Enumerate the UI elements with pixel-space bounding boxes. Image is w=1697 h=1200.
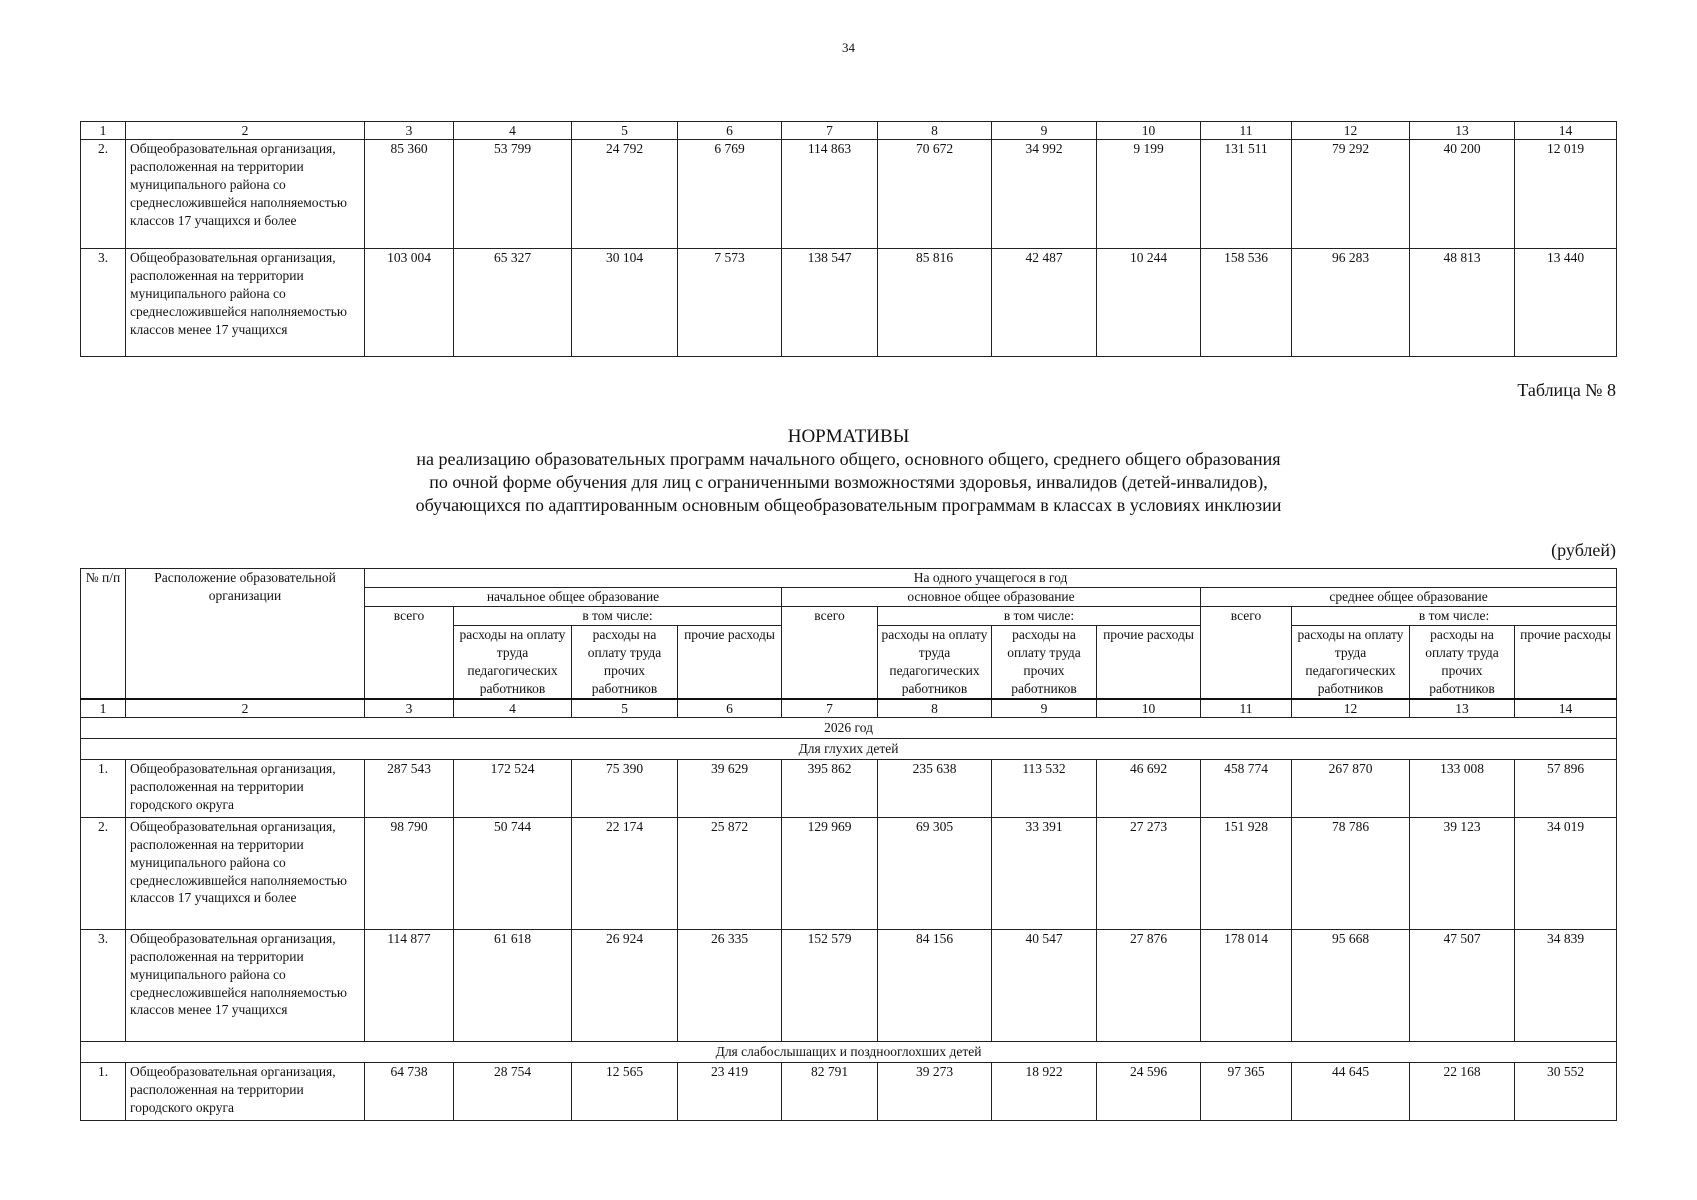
header-including: в том числе: (878, 606, 1201, 625)
value-cell: 53 799 (454, 140, 572, 249)
value-cell: 98 790 (365, 817, 454, 929)
value-cell: 95 668 (1292, 929, 1410, 1041)
header-per-student: На одного учащегося в год (365, 569, 1617, 588)
document-heading (0, 425, 1697, 517)
heading-line: на реализацию образовательных программ начального общего, основного общего, среднего общего образования (416, 449, 1281, 469)
row-number: 1. (81, 1062, 126, 1120)
header-including: в том числе: (1292, 606, 1617, 625)
header-ped-wages: расходы на оплату труда педагогических работников (878, 625, 992, 698)
year-label: 2026 год (81, 717, 1617, 738)
column-number: 5 (572, 122, 678, 140)
value-cell: 12 019 (1515, 140, 1617, 249)
header-other-wages: расходы на оплату труда прочих работников (572, 625, 678, 698)
value-cell: 7 573 (678, 249, 782, 357)
column-number: 7 (782, 699, 878, 718)
header-row (81, 569, 1617, 588)
value-cell: 79 292 (1292, 140, 1410, 249)
column-number: 2 (126, 699, 365, 718)
value-cell: 75 390 (572, 759, 678, 817)
value-cell: 84 156 (878, 929, 992, 1041)
header-basic: основное общее образование (782, 587, 1201, 606)
heading-line: по очной форме обучения для лиц с ограниченными возможностями здоровья, инвалидов (детей-инвалидов), (429, 472, 1268, 492)
location-cell: Общеобразовательная организация, расположенная на территории муниципального района со среднесложившейся наполняемостью классов 17 учащихся и более (126, 817, 365, 929)
value-cell: 22 168 (1410, 1062, 1515, 1120)
column-number: 2 (126, 122, 365, 140)
column-number: 7 (782, 122, 878, 140)
value-cell: 50 744 (454, 817, 572, 929)
value-cell: 178 014 (1201, 929, 1292, 1041)
column-number: 14 (1515, 699, 1617, 718)
value-cell: 44 645 (1292, 1062, 1410, 1120)
header-total: всего (782, 606, 878, 698)
column-number: 14 (1515, 122, 1617, 140)
value-cell: 25 872 (678, 817, 782, 929)
value-cell: 152 579 (782, 929, 878, 1041)
value-cell: 158 536 (1201, 249, 1292, 357)
column-number: 12 (1292, 122, 1410, 140)
column-number: 3 (365, 699, 454, 718)
value-cell: 172 524 (454, 759, 572, 817)
value-cell: 96 283 (1292, 249, 1410, 357)
value-cell: 47 507 (1410, 929, 1515, 1041)
row-number: 2. (81, 817, 126, 929)
value-cell: 13 440 (1515, 249, 1617, 357)
section-row (81, 738, 1617, 759)
value-cell: 9 199 (1097, 140, 1201, 249)
value-cell: 30 552 (1515, 1062, 1617, 1120)
table-row (81, 929, 1617, 1041)
value-cell: 85 816 (878, 249, 992, 357)
section-title: Для слабослышащих и позднооглохших детей (81, 1041, 1617, 1062)
value-cell: 39 123 (1410, 817, 1515, 929)
value-cell: 24 792 (572, 140, 678, 249)
table-row (81, 1062, 1617, 1120)
value-cell: 57 896 (1515, 759, 1617, 817)
header-ped-wages: расходы на оплату труда педагогических работников (1292, 625, 1410, 698)
value-cell: 395 862 (782, 759, 878, 817)
location-cell: Общеобразовательная организация, расположенная на территории городского округа (126, 1062, 365, 1120)
column-number: 1 (81, 122, 126, 140)
value-cell: 267 870 (1292, 759, 1410, 817)
continuation-table (80, 121, 1617, 357)
section-title: Для глухих детей (81, 738, 1617, 759)
value-cell: 22 174 (572, 817, 678, 929)
value-cell: 114 877 (365, 929, 454, 1041)
value-cell: 69 305 (878, 817, 992, 929)
column-number: 13 (1410, 122, 1515, 140)
header-secondary: среднее общее образование (1201, 587, 1617, 606)
value-cell: 34 019 (1515, 817, 1617, 929)
table-row (81, 759, 1617, 817)
column-number: 1 (81, 699, 126, 718)
value-cell: 65 327 (454, 249, 572, 357)
location-cell: Общеобразовательная организация, расположенная на территории муниципального района со среднесложившейся наполняемостью классов менее 17 учащихся (126, 249, 365, 357)
value-cell: 103 004 (365, 249, 454, 357)
value-cell: 33 391 (992, 817, 1097, 929)
value-cell: 39 273 (878, 1062, 992, 1120)
row-number: 2. (81, 140, 126, 249)
value-cell: 133 008 (1410, 759, 1515, 817)
header-primary: начальное общее образование (365, 587, 782, 606)
column-number: 9 (992, 699, 1097, 718)
value-cell: 34 992 (992, 140, 1097, 249)
header-ped-wages: расходы на оплату труда педагогических работников (454, 625, 572, 698)
page-number: 34 (842, 40, 855, 55)
value-cell: 26 924 (572, 929, 678, 1041)
value-cell: 34 839 (1515, 929, 1617, 1041)
header-including: в том числе: (454, 606, 782, 625)
value-cell: 287 543 (365, 759, 454, 817)
units-label: (рублей) (1551, 540, 1616, 560)
column-number: 11 (1201, 122, 1292, 140)
value-cell: 6 769 (678, 140, 782, 249)
value-cell: 97 365 (1201, 1062, 1292, 1120)
value-cell: 78 786 (1292, 817, 1410, 929)
value-cell: 48 813 (1410, 249, 1515, 357)
location-cell: Общеобразовательная организация, расположенная на территории муниципального района со среднесложившейся наполняемостью классов 17 учащихся и более (126, 140, 365, 249)
value-cell: 131 511 (1201, 140, 1292, 249)
column-number: 6 (678, 122, 782, 140)
value-cell: 61 618 (454, 929, 572, 1041)
heading-title: НОРМАТИВЫ (787, 426, 910, 447)
column-number: 5 (572, 699, 678, 718)
value-cell: 27 876 (1097, 929, 1201, 1041)
header-other-wages: расходы на оплату труда прочих работников (1410, 625, 1515, 698)
value-cell: 24 596 (1097, 1062, 1201, 1120)
header-total: всего (1201, 606, 1292, 698)
column-number: 11 (1201, 699, 1292, 718)
column-number: 13 (1410, 699, 1515, 718)
column-number: 9 (992, 122, 1097, 140)
value-cell: 40 547 (992, 929, 1097, 1041)
header-other-expenses: прочие расходы (1515, 625, 1617, 698)
value-cell: 23 419 (678, 1062, 782, 1120)
value-cell: 70 672 (878, 140, 992, 249)
column-number: 4 (454, 699, 572, 718)
year-row (81, 717, 1617, 738)
section-row (81, 1041, 1617, 1062)
row-number: 3. (81, 929, 126, 1041)
norms-table (80, 568, 1617, 1121)
value-cell: 138 547 (782, 249, 878, 357)
column-number: 12 (1292, 699, 1410, 718)
header-other-expenses: прочие расходы (678, 625, 782, 698)
table-label: Таблица № 8 (1517, 380, 1616, 400)
column-number: 10 (1097, 699, 1201, 718)
header-other-wages: расходы на оплату труда прочих работников (992, 625, 1097, 698)
value-cell: 82 791 (782, 1062, 878, 1120)
column-number: 3 (365, 122, 454, 140)
value-cell: 64 738 (365, 1062, 454, 1120)
column-number: 8 (878, 122, 992, 140)
value-cell: 30 104 (572, 249, 678, 357)
column-number-row (81, 699, 1617, 718)
value-cell: 12 565 (572, 1062, 678, 1120)
column-number: 4 (454, 122, 572, 140)
column-number: 6 (678, 699, 782, 718)
header-location: Расположение образовательной организации (126, 569, 365, 699)
value-cell: 85 360 (365, 140, 454, 249)
location-cell: Общеобразовательная организация, расположенная на территории городского округа (126, 759, 365, 817)
value-cell: 114 863 (782, 140, 878, 249)
header-other-expenses: прочие расходы (1097, 625, 1201, 698)
location-cell: Общеобразовательная организация, расположенная на территории муниципального района со среднесложившейся наполняемостью классов менее 17 учащихся (126, 929, 365, 1041)
value-cell: 39 629 (678, 759, 782, 817)
value-cell: 235 638 (878, 759, 992, 817)
value-cell: 151 928 (1201, 817, 1292, 929)
column-number: 10 (1097, 122, 1201, 140)
column-number: 8 (878, 699, 992, 718)
table-row (81, 140, 1617, 249)
header-num: № п/п (81, 569, 126, 699)
value-cell: 27 273 (1097, 817, 1201, 929)
value-cell: 26 335 (678, 929, 782, 1041)
table-row (81, 249, 1617, 357)
value-cell: 46 692 (1097, 759, 1201, 817)
value-cell: 10 244 (1097, 249, 1201, 357)
column-number-row (81, 122, 1617, 140)
value-cell: 129 969 (782, 817, 878, 929)
heading-line: обучающихся по адаптированным основным общеобразовательным программам в классах в условиях инклюзии (415, 495, 1282, 515)
table-row (81, 817, 1617, 929)
value-cell: 458 774 (1201, 759, 1292, 817)
value-cell: 28 754 (454, 1062, 572, 1120)
row-number: 1. (81, 759, 126, 817)
value-cell: 18 922 (992, 1062, 1097, 1120)
value-cell: 113 532 (992, 759, 1097, 817)
value-cell: 40 200 (1410, 140, 1515, 249)
value-cell: 42 487 (992, 249, 1097, 357)
row-number: 3. (81, 249, 126, 357)
header-total: всего (365, 606, 454, 698)
